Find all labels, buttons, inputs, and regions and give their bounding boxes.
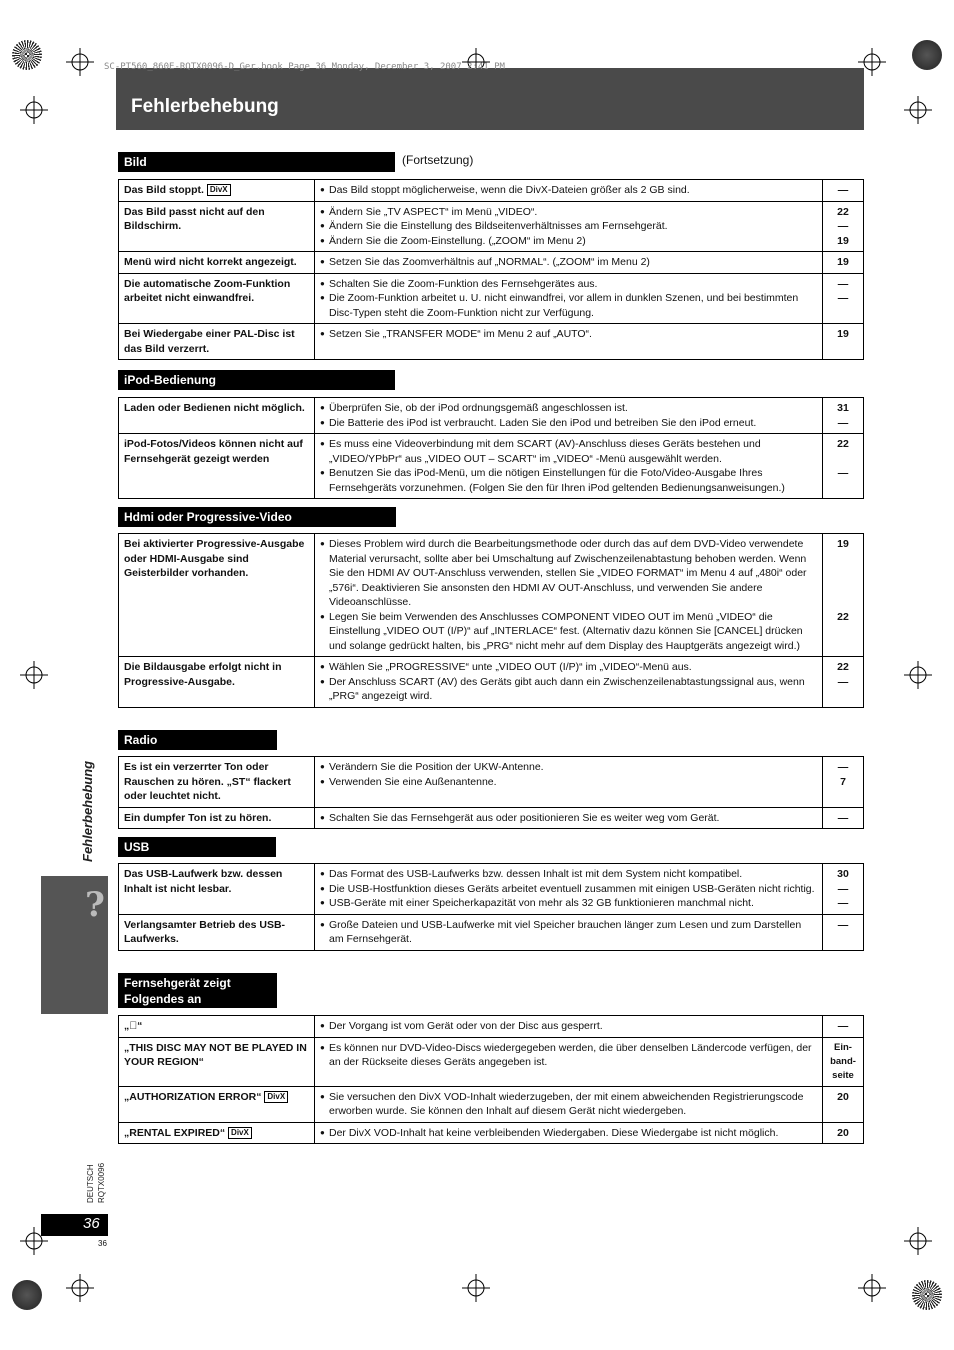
page-ref-cell bbox=[823, 180, 864, 202]
problem-cell bbox=[119, 273, 315, 324]
page-ref: 22 bbox=[837, 610, 849, 623]
problem-cell bbox=[119, 434, 315, 499]
table-row bbox=[119, 914, 864, 950]
table-tv-display bbox=[118, 1015, 864, 1144]
section-header-bild: Bild bbox=[118, 152, 395, 172]
solution-cell bbox=[315, 757, 823, 808]
solution-item: ● Verändern Sie die Position der UKW-Antenne. bbox=[320, 760, 817, 775]
registration-mark-icon bbox=[66, 48, 94, 76]
table-radio bbox=[118, 756, 864, 829]
table-row bbox=[119, 324, 864, 360]
table-row bbox=[119, 273, 864, 324]
page-ref: 31 bbox=[837, 402, 849, 414]
solution-item: ● Es muss eine Videoverbindung mit dem SCART (AV)-Anschluss dieses Geräts bestehen und „VIDEO/YPbPr“ aus „VIDEO OUT – SCART“ im „VIDEO“ -Menü ausgewählt werden. bbox=[320, 437, 817, 466]
page-ref: — bbox=[837, 918, 849, 931]
registration-mark-icon bbox=[858, 1274, 886, 1302]
page-ref-cell bbox=[823, 273, 864, 324]
page-title: Fehlerbehebung bbox=[131, 96, 279, 117]
page-ref-cell bbox=[823, 1086, 864, 1122]
page-ref: 22 bbox=[837, 438, 849, 450]
divx-badge: DivX bbox=[228, 1127, 252, 1139]
page-ref: — bbox=[837, 467, 849, 479]
side-label: Fehlerbehebung bbox=[80, 760, 95, 862]
section-header-hdmi: Hdmi oder Progressive-Video bbox=[118, 507, 396, 527]
solution-item: ● Ändern Sie die Zoom-Einstellung. („ZOOM“ im Menu 2) bbox=[320, 234, 817, 249]
solution-cell bbox=[315, 434, 823, 499]
solution-item: ● Das Format des USB-Laufwerks bzw. dessen Inhalt ist mit dem System nicht kompatibel. bbox=[320, 867, 817, 882]
divx-badge: DivX bbox=[264, 1091, 288, 1103]
problem-text: Bei aktivierter Progressive-Ausgabe oder HDMI-Ausgabe sind Geisterbilder vorhanden. bbox=[124, 538, 305, 579]
solution-cell bbox=[315, 398, 823, 434]
solution-cell bbox=[315, 1037, 823, 1086]
table-row bbox=[119, 864, 864, 915]
section-header-radio: Radio bbox=[118, 730, 277, 750]
problem-cell bbox=[119, 914, 315, 950]
continued-note: (Fortsetzung) bbox=[402, 153, 474, 167]
page-ref: — bbox=[837, 897, 849, 909]
page-ref-cell bbox=[823, 434, 864, 499]
problem-text: Ein dumpfer Ton ist zu hören. bbox=[124, 811, 272, 824]
registration-mark-icon bbox=[904, 96, 932, 124]
page-ref-cell bbox=[823, 1122, 864, 1144]
page-ref: — bbox=[837, 220, 849, 232]
table-row bbox=[119, 657, 864, 708]
page-ref: 19 bbox=[837, 234, 849, 247]
problem-text: „RENTAL EXPIRED“ bbox=[124, 1126, 226, 1139]
problem-text: „THIS DISC MAY NOT BE PLAYED IN YOUR REGION“ bbox=[124, 1041, 307, 1068]
file-info-line: SC-PT560_860E-RQTX0096-D_Ger.book Page 36 Monday, December 3, 2007 2:41 PM bbox=[104, 62, 505, 72]
solution-item: ● Der DivX VOD-Inhalt hat keine verbleibenden Wiedergaben. Diese Wiedergabe ist nicht möglich. bbox=[320, 1126, 817, 1141]
page-ref-cell bbox=[823, 398, 864, 434]
solution-cell bbox=[315, 273, 823, 324]
print-mark-circle-bottom-left bbox=[12, 1280, 42, 1310]
divx-badge: DivX bbox=[207, 184, 231, 196]
table-row bbox=[119, 807, 864, 829]
table-row bbox=[119, 434, 864, 499]
registration-mark-icon bbox=[66, 1274, 94, 1302]
solution-item: ● Schalten Sie das Fernsehgerät aus oder positionieren Sie es weiter weg vom Gerät. bbox=[320, 811, 817, 826]
problem-cell bbox=[119, 657, 315, 708]
table-row bbox=[119, 1086, 864, 1122]
page-ref: — bbox=[837, 277, 849, 290]
solution-item: ● Setzen Sie das Zoomverhältnis auf „NORMAL“. („ZOOM“ im Menu 2) bbox=[320, 255, 817, 270]
page-ref: 19 bbox=[837, 538, 849, 550]
page-ref: 30 bbox=[837, 868, 849, 880]
problem-cell bbox=[119, 534, 315, 657]
solution-item: ● Die Zoom-Funktion arbeitet u. U. nicht einwandfrei, vor allem in dunklen Szenen, und bei bestimmten Disc-Typen steht die Zoom-Funktion nicht zur Verfügung. bbox=[320, 291, 817, 320]
solution-item: ● Benutzen Sie das iPod-Menü, um die nötigen Einstellungen für die Foto/Video-Ausgabe Ihres Fernsehgeräts vorzunehmen. (Folgen Sie den für Ihren iPod geltenden Bedienungsanweisungen.) bbox=[320, 466, 817, 495]
solution-cell bbox=[315, 324, 823, 360]
page-ref-cell bbox=[823, 534, 864, 657]
print-mark-circle-bottom-right bbox=[912, 1280, 942, 1310]
registration-mark-icon bbox=[20, 96, 48, 124]
solution-item: ● Ändern Sie „TV ASPECT“ im Menü „VIDEO“. bbox=[320, 205, 817, 220]
solution-item: ● Das Bild stoppt möglicherweise, wenn die DivX-Dateien größer als 2 GB sind. bbox=[320, 183, 817, 198]
page-ref-cell bbox=[823, 1016, 864, 1038]
page-ref: 19 bbox=[837, 328, 849, 340]
solution-item: ● Der Anschluss SCART (AV) des Geräts gibt auch dann ein Zwischenzeilenabtastungssignal aus, wenn „PRG“ angezeigt wird. bbox=[320, 675, 817, 704]
page-ref-cell bbox=[823, 914, 864, 950]
problem-cell bbox=[119, 252, 315, 274]
problem-text: iPod-Fotos/Videos können nicht auf Fernsehgerät gezeigt werden bbox=[124, 438, 303, 465]
solution-item: ● Sie versuchen den DivX VOD-Inhalt wiederzugeben, der mit einem abweichenden Registrierungscode erworben wurde. Sie können den Inhalt auf diesem Gerät nicht wiedergeben. bbox=[320, 1090, 817, 1119]
page-ref: — bbox=[837, 811, 849, 824]
table-row bbox=[119, 534, 864, 657]
page-ref: — bbox=[837, 1020, 849, 1032]
table-row bbox=[119, 201, 864, 252]
page-ref: — bbox=[837, 184, 849, 196]
problem-cell bbox=[119, 201, 315, 252]
solution-item: ● Wählen Sie „PROGRESSIVE“ unte „VIDEO OUT (I/P)“ im „VIDEO“-Menü aus. bbox=[320, 660, 817, 675]
page-ref: 22 bbox=[837, 661, 849, 673]
problem-cell bbox=[119, 1086, 315, 1122]
question-mark-icon: ? bbox=[85, 885, 105, 925]
print-mark-circle-top-left bbox=[12, 40, 42, 70]
section-header-ipod: iPod-Bedienung bbox=[118, 370, 395, 390]
solution-item: ● Es können nur DVD-Video-Discs wiedergegeben werden, die über denselben Ländercode verfügen, der an der Rückseite dieses Geräts angegeben ist. bbox=[320, 1041, 817, 1070]
problem-text: Die automatische Zoom-Funktion arbeitet nicht einwandfrei. bbox=[124, 277, 291, 304]
page-ref: — bbox=[837, 416, 849, 429]
solution-cell bbox=[315, 1086, 823, 1122]
page-number-small: 36 bbox=[98, 1239, 107, 1248]
problem-text: „AUTHORIZATION ERROR“ bbox=[124, 1090, 262, 1103]
solution-item: ● Große Dateien und USB-Laufwerke mit viel Speicher brauchen länger zum Lesen und zum Darstellen am Fernsehgerät. bbox=[320, 918, 817, 947]
solution-cell bbox=[315, 914, 823, 950]
table-row bbox=[119, 398, 864, 434]
page-ref-cell bbox=[823, 807, 864, 829]
solution-item: ● Dieses Problem wird durch die Bearbeitungsmethode oder durch das auf dem DVD-Video verwendete Material verursacht, sollte aber bei Umschaltung auf Zwischenzeilenabtastung behoben werden. Wenn Sie den HDMI AV OUT-Anschluss verwenden, stellen Sie „VIDEO FORMAT“ im Menu 4 auf „480i“ oder „576i“. Deaktivieren Sie ansonsten den HDMI AV OUT-Anschluss, und verwenden Sie andere Videoanschlüsse. bbox=[320, 537, 817, 610]
page-ref-cell bbox=[823, 757, 864, 808]
page-ref: 7 bbox=[840, 775, 846, 788]
solution-item: ● Der Vorgang ist vom Gerät oder von der Disc aus gesperrt. bbox=[320, 1019, 817, 1034]
problem-cell bbox=[119, 757, 315, 808]
problem-text: Verlangsamter Betrieb des USB-Laufwerks. bbox=[124, 918, 286, 945]
page-ref: 19 bbox=[837, 256, 849, 268]
table-bild bbox=[118, 179, 864, 360]
solution-item: ● Legen Sie beim Verwenden des Anschlusses COMPONENT VIDEO OUT im Menü „VIDEO“ die Einstellung „VIDEO OUT (I/P)“ auf „INTERLACE“ fest. (Alternativ dazu können Sie [CANCEL] drücken und solange gedrückt halten, bis „PRG“ nicht mehr auf dem Display des Hauptgeräts angezeigt wird.) bbox=[320, 610, 817, 654]
solution-cell bbox=[315, 657, 823, 708]
solution-item: ● Ändern Sie die Einstellung des Bildseitenverhältnisses am Fernsehgerät. bbox=[320, 219, 817, 234]
table-hdmi bbox=[118, 533, 864, 708]
page-ref: — bbox=[837, 761, 849, 773]
solution-item: ● Setzen Sie „TRANSFER MODE“ im Menu 2 auf „AUTO“. bbox=[320, 327, 817, 342]
problem-cell bbox=[119, 180, 315, 202]
print-mark-circle-top-right bbox=[912, 40, 942, 70]
table-ipod bbox=[118, 397, 864, 499]
page-ref-cell bbox=[823, 201, 864, 252]
solution-item: ● Verwenden Sie eine Außenantenne. bbox=[320, 775, 817, 790]
solution-item: ● Überprüfen Sie, ob der iPod ordnungsgemäß angeschlossen ist. bbox=[320, 401, 817, 416]
page-number: 36 bbox=[83, 1215, 100, 1232]
registration-mark-icon bbox=[904, 661, 932, 689]
registration-mark-icon bbox=[20, 661, 48, 689]
problem-text: Die Bildausgabe erfolgt nicht in Progressive-Ausgabe. bbox=[124, 661, 282, 688]
solution-cell bbox=[315, 201, 823, 252]
section-header-tv-display: Fernsehgerät zeigt Folgendes an bbox=[118, 973, 277, 1008]
problem-text: Es ist ein verzerrter Ton oder Rauschen zu hören. „ST“ flackert oder leuchtet nicht. bbox=[124, 761, 291, 802]
problem-cell bbox=[119, 398, 315, 434]
table-usb bbox=[118, 863, 864, 951]
solution-cell bbox=[315, 1016, 823, 1038]
problem-text: „⃠“ bbox=[124, 1020, 143, 1032]
table-row bbox=[119, 180, 864, 202]
page-ref-cell bbox=[823, 324, 864, 360]
page-ref: — bbox=[837, 292, 849, 304]
section-header-usb: USB bbox=[118, 837, 276, 857]
table-row bbox=[119, 1037, 864, 1086]
page-ref-cell bbox=[823, 864, 864, 915]
table-row bbox=[119, 1122, 864, 1144]
solution-cell bbox=[315, 180, 823, 202]
problem-text: Laden oder Bedienen nicht möglich. bbox=[124, 402, 305, 414]
solution-item: ● USB-Geräte mit einer Speicherkapazität von mehr als 32 GB funktionieren manchmal nicht. bbox=[320, 896, 817, 911]
table-row bbox=[119, 757, 864, 808]
solution-cell bbox=[315, 864, 823, 915]
registration-mark-icon bbox=[462, 1274, 490, 1302]
page-ref: 20 bbox=[837, 1090, 849, 1103]
solution-cell bbox=[315, 534, 823, 657]
problem-text: Das Bild stoppt. bbox=[124, 184, 204, 196]
page-ref: 22 bbox=[837, 205, 849, 218]
problem-text: Bei Wiedergabe einer PAL-Disc ist das Bild verzerrt. bbox=[124, 328, 295, 355]
problem-text: Menü wird nicht korrekt angezeigt. bbox=[124, 256, 297, 268]
problem-text: Das USB-Laufwerk bzw. dessen Inhalt ist nicht lesbar. bbox=[124, 868, 283, 895]
problem-cell bbox=[119, 1016, 315, 1038]
page-ref: — bbox=[837, 882, 849, 895]
language-label: DEUTSCH bbox=[86, 1164, 95, 1203]
problem-cell bbox=[119, 1037, 315, 1086]
problem-text: Das Bild passt nicht auf den Bildschirm. bbox=[124, 205, 265, 232]
page-ref: — bbox=[837, 675, 849, 688]
table-row bbox=[119, 1016, 864, 1038]
problem-cell bbox=[119, 324, 315, 360]
solution-item: ● Die Batterie des iPod ist verbraucht. Laden Sie den iPod und betreiben Sie den iPod erneut. bbox=[320, 416, 817, 431]
solution-item: ● Schalten Sie die Zoom-Funktion des Fernsehgerätes aus. bbox=[320, 277, 817, 292]
model-code: RQTX0096 bbox=[97, 1162, 106, 1203]
solution-cell bbox=[315, 807, 823, 829]
solution-cell bbox=[315, 1122, 823, 1144]
problem-cell bbox=[119, 864, 315, 915]
page-ref: Ein-band-seite bbox=[830, 1041, 856, 1081]
page-ref: 20 bbox=[837, 1126, 849, 1139]
table-row bbox=[119, 252, 864, 274]
solution-item: ● Die USB-Hostfunktion dieses Geräts arbeitet eventuell zusammen mit einigen USB-Geräten nicht richtig. bbox=[320, 882, 817, 897]
registration-mark-icon bbox=[904, 1227, 932, 1255]
solution-cell bbox=[315, 252, 823, 274]
page-ref-cell bbox=[823, 1037, 864, 1086]
problem-cell bbox=[119, 1122, 315, 1144]
problem-cell bbox=[119, 807, 315, 829]
page-ref-cell bbox=[823, 657, 864, 708]
page-ref-cell bbox=[823, 252, 864, 274]
